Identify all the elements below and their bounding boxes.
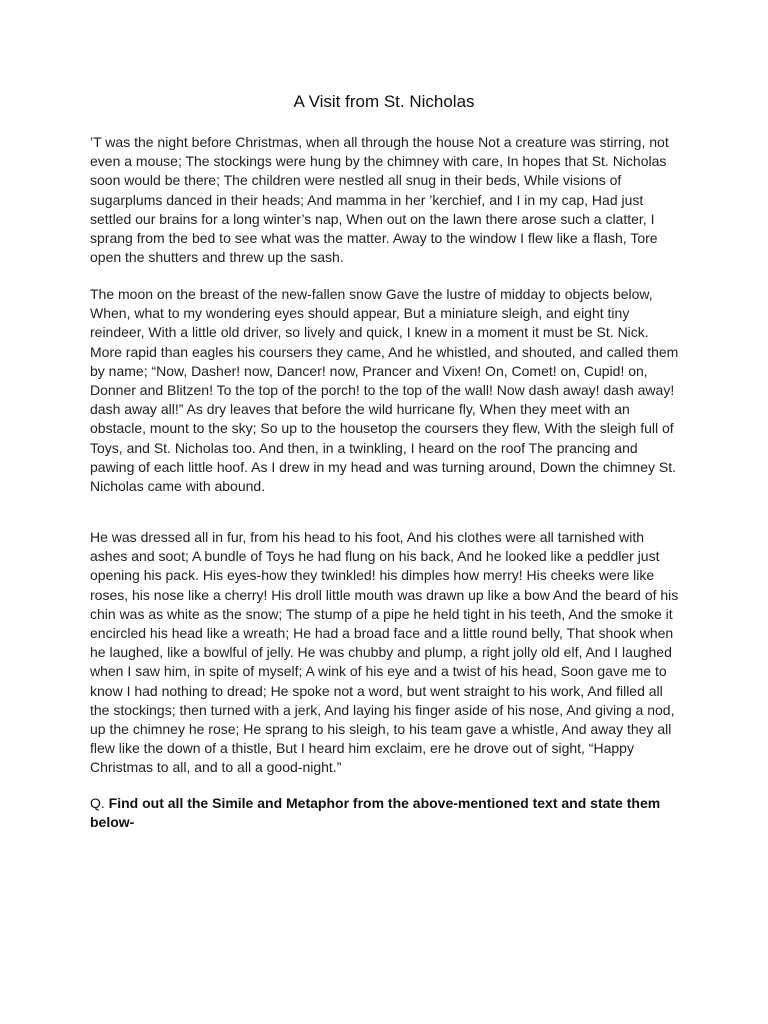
poem-paragraph-2: The moon on the breast of the new-fallen snow Gave the lustre of midday to objects below, When, what to my wondering eyes should appear, But a miniature sleigh, and eight tiny reindeer, With a little old driver, so lively and quick, I knew in a moment it must be St. Nick. More rapid than eagles his coursers they came, And he whistled, and shouted, and called them by name; “Now, Dasher! now, Dancer! now, Prancer and Vixen! On, Comet! on, Cupid! on, Donner and Blitzen! To the top of the porch! to the top of the wall! Now dash away! dash away! dash away all!” As dry leaves that before the wild hurricane fly, When they meet with an obstacle, mount to the sky; So up to the housetop the coursers they flew, With the sleigh full of Toys, and St. Nicholas too. And then, in a twinkling, I heard on the roof The prancing and pawing of each little hoof. As I drew in my head and was turning around, Down the chimney St. Nicholas came with abound. bbox=[90, 286, 679, 495]
question-prefix: Q. bbox=[90, 795, 109, 811]
document-title: A Visit from St. Nicholas bbox=[293, 92, 475, 111]
question-block bbox=[90, 794, 684, 832]
question-text: Find out all the Simile and Metaphor from the above-mentioned text and state them below- bbox=[90, 795, 661, 831]
poem-paragraph-1: ’T was the night before Christmas, when all through the house Not a creature was stirring, not even a mouse; The stockings were hung by the chimney with care, In hopes that St. Nicholas soon would be there; The children were nestled all snug in their beds, While visions of sugarplums danced in their heads; And mamma in her ’kerchief, and I in my cap, Had just settled our brains for a long winter’s nap, When out on the lawn there arose such a clatter, I sprang from the bed to see what was the matter. Away to the window I flew like a flash, Tore open the shutters and threw up the sash. bbox=[90, 134, 669, 266]
poem-paragraph-3: He was dressed all in fur, from his head to his foot, And his clothes were all tarnished with ashes and soot; A bundle of Toys he had flung on his back, And he looked like a peddler just opening his pack. His eyes-how they twinkled! his dimples how merry! His cheeks were like roses, his nose like a cherry! His droll little mouth was drawn up like a bow And the beard of his chin was as white as the snow; The stump of a pipe he held tight in his teeth, And the smoke it encircled his head like a wreath; He had a broad face and a little round belly, That shook when he laughed, like a bowlful of jelly. He was chubby and plump, a right jolly old elf, And I laughed when I saw him, in spite of myself; A wink of his eye and a twist of his head, Soon gave me to know I had nothing to dread; He spoke not a word, but went straight to his work, And filled all the stockings; then turned with a jerk, And laying his finger aside of his nose, And giving a nod, up the chimney he rose; He sprang to his sleigh, to his team gave a whistle, And away they all flew like the down of a thistle, But I heard him exclaim, ere he drove out of sight, “Happy Christmas to all, and to all a good-night.” bbox=[90, 529, 679, 776]
